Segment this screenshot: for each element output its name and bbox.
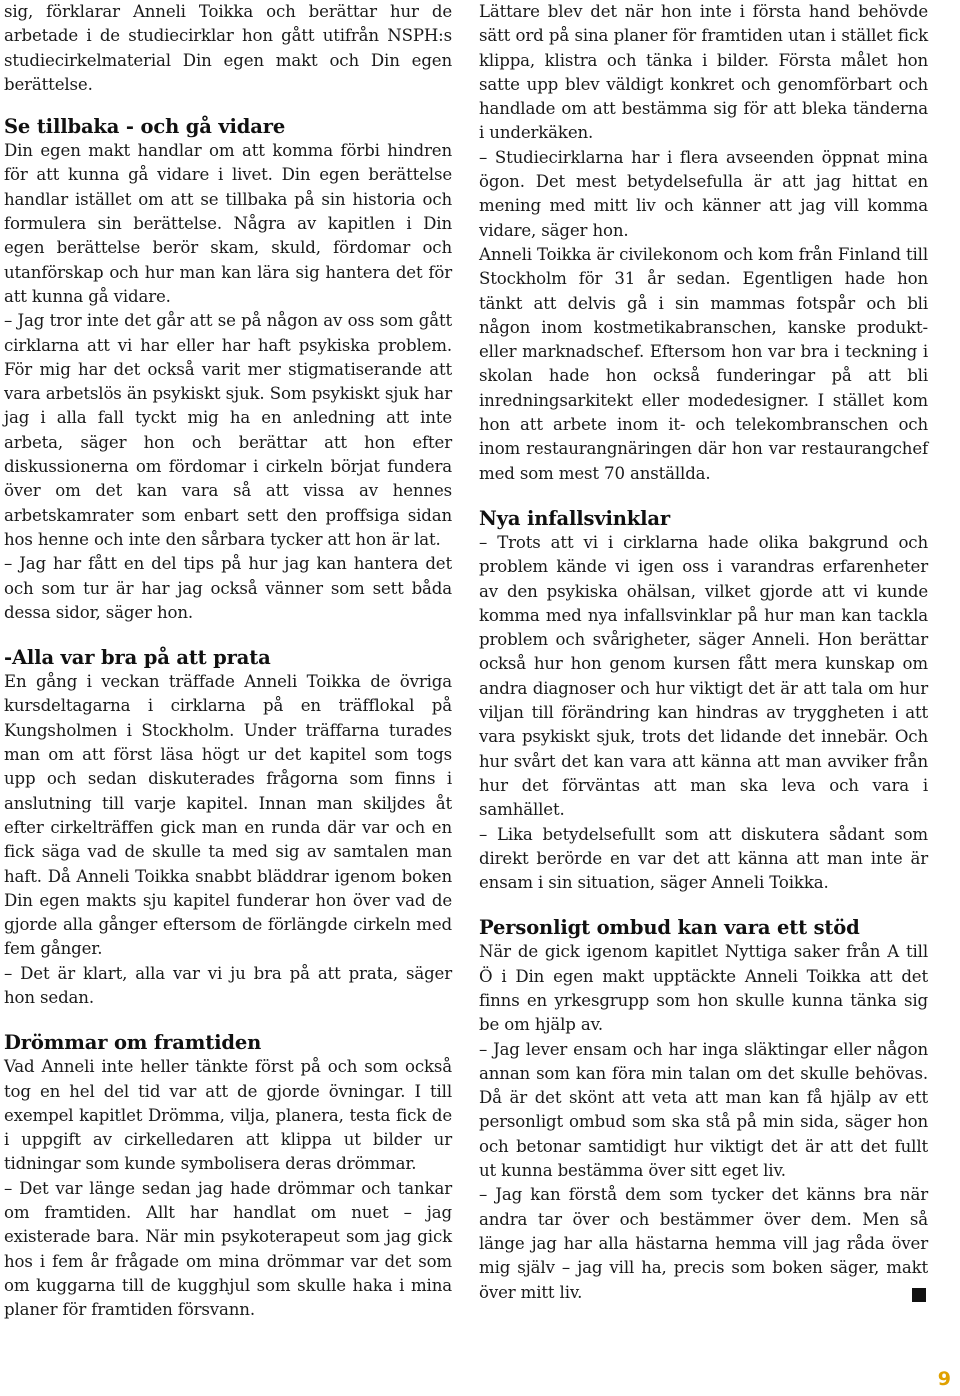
quote-paragraph — [479, 1183, 928, 1304]
heading-personligt-ombud: Personligt ombud kan vara ett stöd — [479, 916, 860, 940]
right-column — [479, 0, 928, 1305]
paragraph: Anneli Toikka är civilekonom och kom från Finland till Stockholm för 31 år sedan. Egentligen hade hon tänkt att delvis gå i sin mammas fotspår och bli någon inom kostmetikabranschen, kanske produkt- eller marknadschef. Eftersom hon var bra i teckning i skolan hade hon också funderingar på att bli inredningsarkitekt eller modedesigner. I stället kom hon att arbete inom it- och telekombranschen och inom restaurangnäringen där hon var restaurangchef med som mest 70 anställda. — [479, 244, 928, 483]
paragraph: När de gick igenom kapitlet Nyttiga saker från A till Ö i Din egen makt upptäckte Anneli Toikka att det finns en yrkesgrupp som hon skulle kunna tänka sig be om hjälp av. — [479, 942, 928, 1035]
paragraph: Lättare blev det när hon inte i första hand behövde sätt ord på sina planer för framtiden utan i stället fick klippa, klistra och tänka i bilder. Första målet hon satte upp blev väldigt konkret och genomförbart och handlade om att bestämma sig för att bleka tänderna i underkäken. — [479, 2, 928, 143]
quote-paragraph: – Jag tror inte det går att se på någon av oss som gått cirklarna att vi har eller har haft psykiska problem. För mig har det också varit mer stigmatiserande att vara arbetslös än psykiskt sjuk. Som psykiskt sjuk har jag i alla fall tyckt mig ha en anledning att inte arbeta, säger hon och berättar att hon efter diskussionerna om fördomar i cirkeln börjat fundera över om det kan vara så att vissa av hennes arbetskamrater som enbart sett den proffsiga sidan hos henne och inte den sårbara tycker att hon är lat. — [4, 311, 452, 549]
heading-nya-infallsvinklar: Nya infallsvinklar — [479, 506, 671, 530]
quote-paragraph: – Det var länge sedan jag hade drömmar och tankar om framtiden. Allt har handlat om nuet – jag existerade bara. När min psykoterapeut som jag gick hos i fem år frågade om mina drömmar var det som om kuggarna till de kugghjul som skulle haka i mina planer för framtiden försvann. — [4, 1178, 452, 1320]
quote-paragraph: – Trots att vi i cirklarna hade olika bakgrund och problem kände vi igen oss i varandras erfarenheter av den psykiska ohälsan, vilket gjorde att vi kunde komma med nya infallsvinklar på hur man kan tackla problem och svårigheter, säger Anneli. Hon berättar också hur hon genom kursen fått mera kunskap om andra diagnoser och hur viktigt det är att tala om hur viljan till förändring kan hindras av tryggheten i att vara psykiskt sjuk, trots det lidande det innebär. Och hur svårt det kan vara att känna att man avviker från hur det förväntas att man ska leva och vara i samhället. — [479, 532, 928, 820]
page-number: 9 — [937, 1368, 951, 1390]
paragraph: Din egen makt handlar om att komma förbi hindren för att kunna gå vidare i livet. Din egen berättelse handlar istället om att se tillbaka på sin historia och formulera sin berättelse. Några av kapitlen i Din egen berättelse berör skam, skuld, fördomar och utanförskap och hur man kan lära sig hantera det för att kunna gå vidare. — [4, 141, 452, 306]
intro-paragraph: sig, förklarar Anneli Toikka och berättar hur de arbetade i de studiecirklar hon gått utifrån NSPH:s studiecirkelmaterial Din egen makt och Din egen berättelse. — [4, 2, 452, 94]
heading-se-tillbaka: Se tillbaka - och gå vidare — [4, 115, 286, 139]
paragraph: En gång i veckan träffade Anneli Toikka de övriga kursdeltagarna i cirklarna på en träfflokal på Kungsholmen i Stockholm. Under träffarna turades man om att först läsa högt ur det kapitel som togs upp och sedan diskuterades frågorna som finns i anslutning till varje kapitel. Innan man skiljdes åt efter cirkelträffen gick man en runda där var och en fick säga vad de skulle ta med sig av samtalen man haft. Då Anneli Toikka snabbt bläddrar igenom boken Din egen makts sju kapitel funderar hon över vad de gjorde alla gånger eftersom de förlängde cirkeln med fem gånger. — [4, 672, 452, 959]
heading-drommar: Drömmar om framtiden — [4, 1031, 262, 1055]
quote-paragraph: – Jag lever ensam och har inga släktingar eller någon annan som kan föra min talan om det skulle behövas. Då är det skönt att veta att man kan få hjälp av ett personligt ombud som ska stå på min sida, säger hon och betonar samtidigt hur viktigt det är att det fullt ut kunna bestämma över sitt eget liv. — [479, 1039, 928, 1181]
closing-quote-text: – Jag kan förstå dem som tycker det känns bra när andra tar över och bestämmer över dem. Men så länge jag har alla hästarna hemma vill jag råda över mig själv – jag vill ha, precis som boken säger, makt över mitt liv. — [479, 1185, 928, 1302]
quote-paragraph: – Det är klart, alla var vi ju bra på att prata, säger hon sedan. — [4, 963, 452, 1007]
quote-paragraph: – Studiecirklarna har i flera avseenden öppnat mina ögon. Det mest betydelsefulla är att jag hittat en mening med mitt liv och känner att jag vill komma vidare, säger hon. — [479, 147, 928, 240]
left-column — [4, 0, 452, 1323]
quote-paragraph: – Lika betydelsefullt som att diskutera sådant som direkt berörde en var det att känna att man inte är ensam i sin situation, säger Anneli Toikka. — [479, 824, 928, 893]
quote-paragraph: – Jag har fått en del tips på hur jag kan hantera det och som tur är har jag också vänner som sett båda dessa sidor, säger hon. — [4, 554, 452, 622]
heading-alla-var-bra: -Alla var bra på att prata — [4, 646, 271, 670]
paragraph: Vad Anneli inte heller tänkte först på och som också tog en hel del tid var att de gjorde övningar. I till exempel kapitlet Drömma, vilja, planera, testa fick de i uppgift av cirkelledaren att klippa ut bilder ur tidningar som kunde symbolisera deras drömmar. — [4, 1057, 452, 1174]
end-of-article-square-icon — [912, 1288, 926, 1302]
